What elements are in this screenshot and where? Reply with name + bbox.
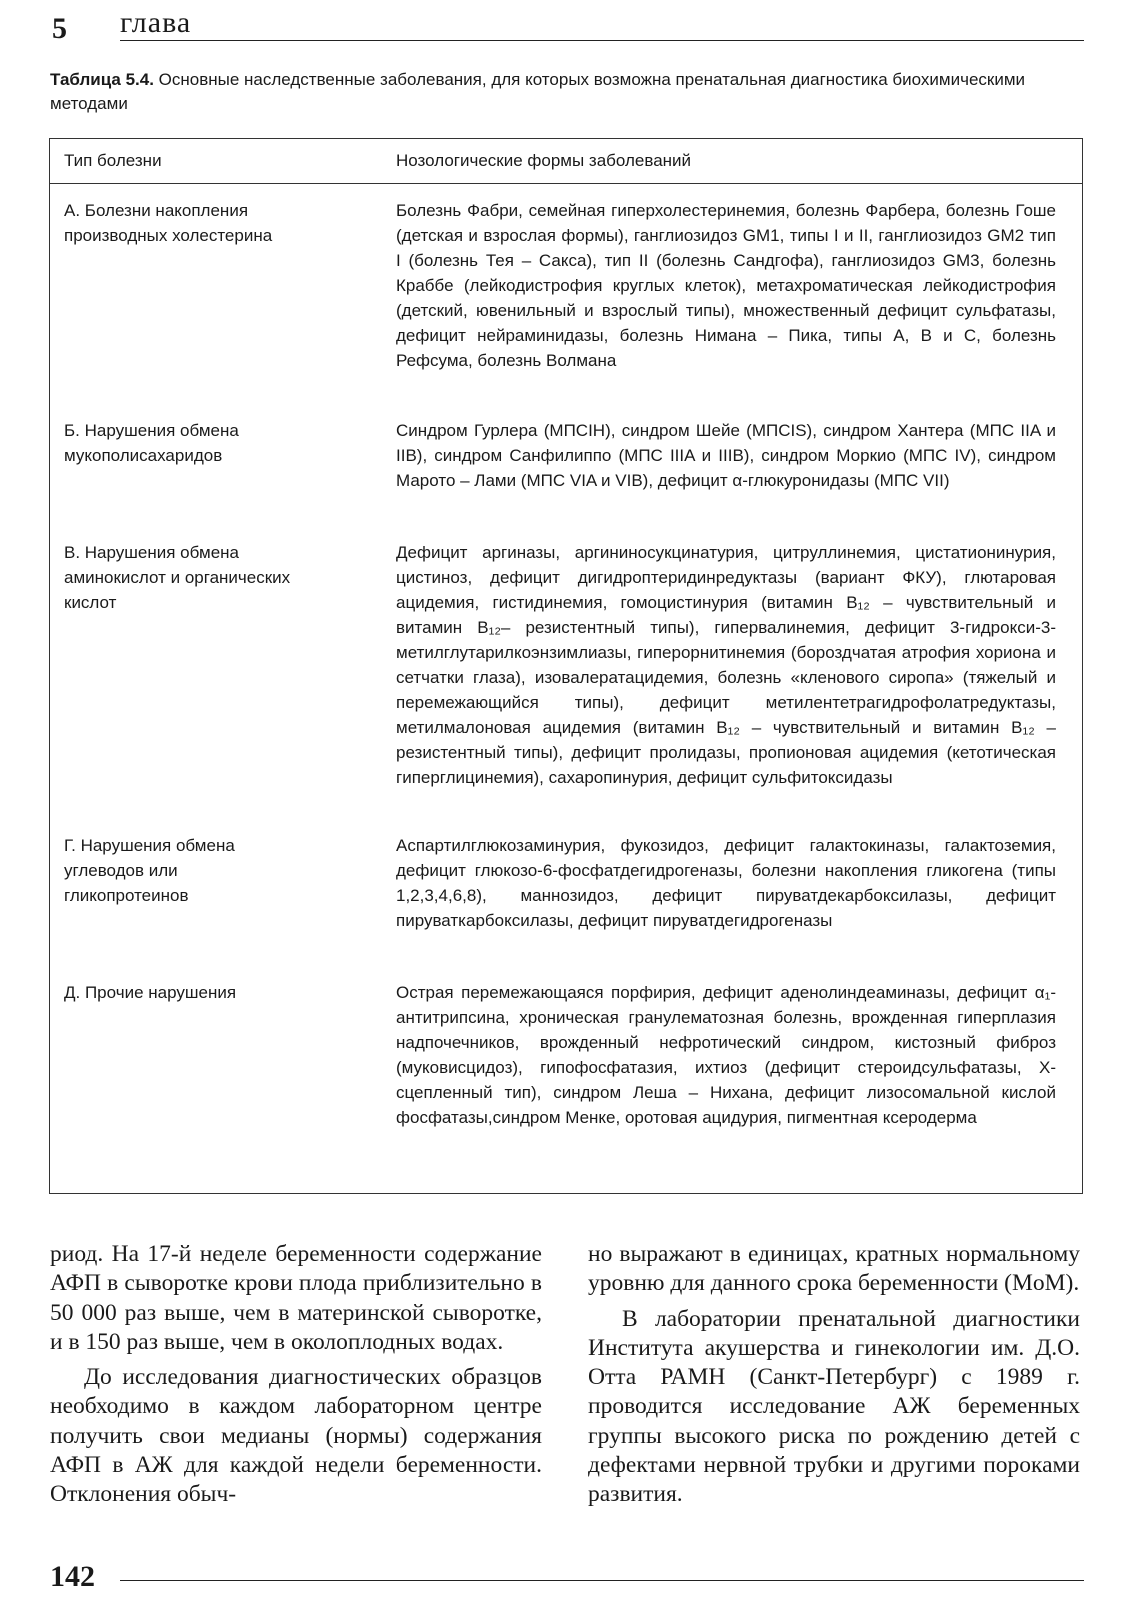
table-cell-type: А. Болезни накопления производных холестерина bbox=[64, 201, 273, 245]
table-cell-forms: Синдром Гурлера (МПСIH), синдром Шейе (МПСIS), синдром Хантера (МПС IIA и IIB), синдром Санфилиппо (МПС IIIA и IIIB), синдром Моркио (МПС IV), синдром Марото – Лами (МПС VIA и VIB), дефицит α-глюкуронидазы (МПС VII) bbox=[396, 421, 1056, 490]
running-header bbox=[48, 6, 1084, 45]
body-paragraph: но выражают в единицах, кратных нормальному уровню для данного срока беременности (MoM). bbox=[588, 1241, 1080, 1297]
table-cell-forms: Болезнь Фабри, семейная гиперхолестеринемия, болезнь Фарбера, болезнь Гоше (детская и взрослая формы), ганглиозидоз GM1, типы I и II, ганглиозидоз GM2 тип I (болезнь Тея – Сакса), тип II (болезнь Сандгофа), ганглиозидоз GM3, болезнь Краббе (лейкодистрофия круглых клеток), метахроматическая лейкодистрофия (детский, ювенильный и взрослый типы), множественный дефицит сульфатазы, дефицит нейраминидазы, болезнь Нимана – Пика, типы A, B и C, болезнь Рефсума, болезнь Волмана bbox=[396, 201, 1056, 370]
body-paragraph: В лаборатории пренатальной диагностики Института акушерства и гинекологии им. Д.О. Отта РАМН (Санкт-Петербург) с 1989 г. проводится исследование АЖ беременных группы высокого риска по рождению детей с дефектами нервной трубки и другими пороками развития. bbox=[588, 1305, 1080, 1508]
page-number: 142 bbox=[50, 1560, 95, 1593]
table-cell-type: Б. Нарушения обмена мукополисахаридов bbox=[64, 421, 239, 465]
body-paragraph: риод. На 17-й неделе беременности содержание АФП в сыворотке крови плода приблизительно в 50 000 раз выше, чем в материнской сыворотке, и в 150 раз выше, чем в околоплодных водах. bbox=[50, 1241, 542, 1355]
table-cell-type: В. Нарушения обмена аминокислот и органических кислот bbox=[64, 543, 291, 612]
table-cell-type: Г. Нарушения обмена углеводов или гликопротеинов bbox=[64, 836, 235, 905]
header-rule bbox=[120, 40, 1084, 41]
table-cell-type: Д. Прочие нарушения bbox=[64, 983, 237, 1002]
body-column-right bbox=[588, 1240, 1080, 1510]
page-footer bbox=[48, 1560, 1084, 1596]
table-header-forms: Нозологические формы заболеваний bbox=[396, 151, 692, 170]
table-caption bbox=[50, 68, 1084, 116]
chapter-number: 5 bbox=[52, 12, 67, 45]
table-cell-forms: Аспартилглюкозаминурия, фукозидоз, дефицит галактокиназы, галактоземия, дефицит глюкозо-6-фосфатдегидрогеназы, болезни накопления гликогена (типы 1,2,3,4,6,8), маннозидоз, дефицит пируватдекарбоксилазы, дефицит пируваткарбоксилазы, дефицит пируватдегидрогеназы bbox=[396, 836, 1056, 930]
table-cell-forms: Дефицит аргиназы, аргининосукцинатурия, цитруллинемия, цистатионинурия, цистиноз, дефицит дигидроптеридинредуктазы (вариант ФКУ), глютаровая ацидемия, гистидинемия, гомоцистинурия (витамин B₁₂ – чувствительный и витамин B₁₂– резистентный типы), гипервалинемия, дефицит 3-гидрокси-3-метилглутарилкоэнзимлиазы, гиперорнитинемия (бороздчатая атрофия хориона и сетчатки глаза), изовалератацидемия, болезнь «кленового сиропа» (тяжелый и перемежающийся типы), дефицит метилентетрагидрофолатредуктазы, метилмалоновая ацидемия (витамин B₁₂ – чувствительный и витамин B₁₂ – резистентный типы), дефицит пролидазы, пропионовая ацидемия (кетотическая гиперглицинемия), сахаропинурия, дефицит сульфитоксидазы bbox=[396, 543, 1056, 787]
table-caption-text: Основные наследственные заболевания, для которых возможна пренатальная диагностика биохимическими методами bbox=[50, 70, 1026, 113]
table-header-row bbox=[50, 139, 1082, 184]
table-header-type: Тип болезни bbox=[64, 151, 162, 170]
chapter-word: глава bbox=[120, 6, 192, 39]
disease-table bbox=[49, 138, 1083, 1194]
body-column-left bbox=[50, 1240, 542, 1510]
body-paragraph: До исследования диагностических образцов необходимо в каждом лабораторном центре получить свои медианы (нормы) содержания АФП в АЖ для каждой недели беременности. Отклонения обыч- bbox=[50, 1364, 542, 1508]
footer-rule bbox=[120, 1580, 1084, 1581]
table-cell-forms: Острая перемежающаяся порфирия, дефицит аденолиндеаминазы, дефицит α₁-антитрипсина, хроническая гранулематозная болезнь, врожденная гиперплазия надпочечников, врожденный нефротический синдром, кистозный фиброз (муковисцидоз), гипофосфатазия, ихтиоз (дефицит стероидсульфатазы, X-сцепленный тип), синдром Леша – Нихана, дефицит лизосомальной кислой фосфатазы,синдром Менке, оротовая ацидурия, пигментная ксеродерма bbox=[396, 983, 1056, 1127]
table-caption-label: Таблица 5.4. bbox=[50, 70, 154, 89]
